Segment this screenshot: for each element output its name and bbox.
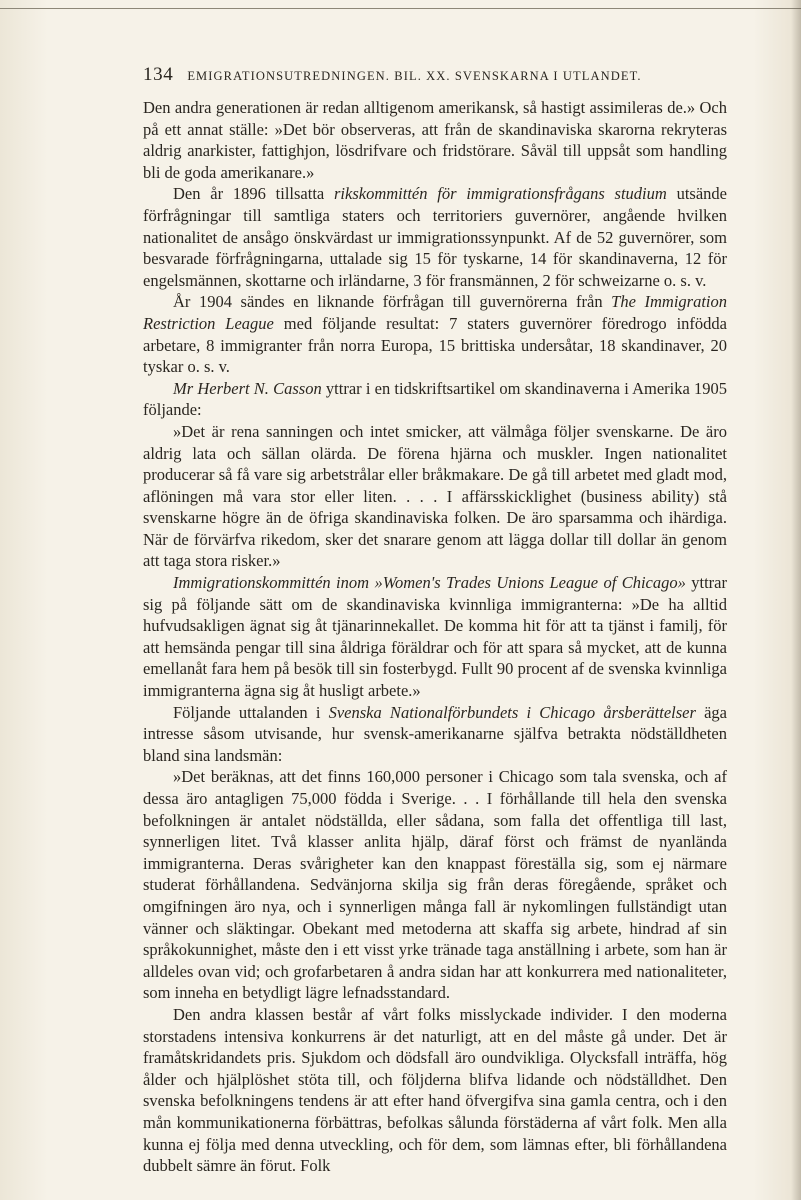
page-top-edge	[0, 0, 801, 9]
body-text	[143, 97, 727, 1177]
running-title: EMIGRATIONSUTREDNINGEN. BIL. XX. SVENSKARNA I UTLANDET.	[187, 69, 642, 83]
page-header	[143, 64, 723, 86]
paragraph	[143, 421, 727, 572]
text-run: med följande resultat: 7 staters guvernörer föredrogo infödda arbetare, 8 immigranter från norra Europa, 15 brittiska undersåtar, 18 skandinaver, 20 tyskar o. s. v.	[143, 313, 727, 377]
italic-run: Mr Herbert N. Casson	[173, 378, 322, 398]
italic-run: The Immigration Restriction League	[143, 292, 727, 333]
paragraph	[143, 291, 727, 377]
text-run: Den andra generationen är redan alltigenom amerikansk, så hastigt assimileras de.» Och på ett annat ställe: »Det bör observeras, att från de skandinaviska skarorna rekryteras aldrig anarkister, fattighjon, lösdrifvare och fridstörare. Såväl till uppsåt som handling bli de goda amerikanare.»	[143, 98, 727, 182]
text-run: utsände förfrågningar till samtliga staters och territoriers guvernörer, angående hvilken nationalitet de ansågo önskvärdast ur immigrationssynpunkt. Af de 52 guvernörer, som besvarade förfrågningarna, uttalade sig 15 för tyskarne, 14 för skandinaverna, 12 för engelsmännen, skottarne och irländarne, 3 för fransmännen, 2 för schweizarne o. s. v.	[143, 184, 727, 290]
italic-run: Immigrationskommittén inom »Women's Trades Unions League of Chicago»	[173, 573, 686, 593]
text-run: Den år 1896 tillsatta	[173, 184, 335, 204]
text-run: yttrar i en tidskriftsartikel om skandinaverna i Amerika 1905 följande:	[143, 378, 727, 420]
text-run: Följande uttalanden i	[173, 702, 329, 722]
text-run: yttrar sig på följande sätt om de skandinaviska kvinnliga immigranterna: »De ha alltid hufvudsakligen ägnat sig åt tjänarinnekallet. De komma hit för att ta tjänst i familj, för att hemsända pengar till sina åldriga föräldrar och för att spara så mycket, att de kunna emellanåt fara hem på besök till sin fosterbygd. Fullt 90 procent af de svenska kvinnliga immigranterna ägna sig åt husligt arbete.»	[143, 573, 727, 701]
paragraph	[143, 766, 727, 1004]
text-run: År 1904 sändes en liknande förfrågan till guvernörerna från	[173, 292, 612, 312]
paragraph	[143, 572, 727, 702]
paragraph	[143, 183, 727, 291]
paragraph	[143, 378, 727, 421]
paragraph	[143, 702, 727, 767]
italic-run: rikskommittén för immigrationsfrågans studium	[334, 184, 667, 204]
text-run: »Det är rena sanningen och intet smicker, att välmåga följer svenskarne. De äro aldrig lata och sällan olärda. De förena hjärna och muskler. Ingen nationalitet producerar så få vare sig arbetstrålar eller bråkmakare. De gå till arbetet med gladt mod, aflöningen må vara stor eller liten. . . . I affärsskicklighet (business ability) stå svenskarne högre än de öfriga skandinaviska folken. De äro sparsamma och ihärdiga. När de förvärfva rikedom, sker det snarare genom att lägga dollar till dollar än genom att taga stora risker.»	[143, 421, 727, 571]
text-run: äga intresse såsom utvisande, hur svensk-amerikanarne själfva betrakta nödställdheten bland sina landsmän:	[143, 702, 727, 765]
text-run: »Det beräknas, att det finns 160,000 personer i Chicago som tala svenska, och af dessa äro antagligen 75,000 födda i Sverige. . . I förhållande till hela den svenska befolkningen är antalet nödställda, eller sådana, som falla det offentliga till last, synnerligen litet. Två klasser anlita hjälp, däraf först och främst de nyanlända immigranterna. Deras svårigheter kan den knappast föreställa sig, som ej närmare studerat förhållandena. Sedvänjorna skilja sig från deras föregående, språket och omgifningen äro nya, och i synnerligen många fall är nykomlingen fullständigt utan vänner och släktingar. Obekant med metoderna att skaffa sig arbete, hindrad af sin språkokunnighet, måste den i ett visst yrke tränade taga anställning i arbete, som han är alldeles ovan vid; och grofarbetaren å andra sidan har att konkurrera med nationaliteter, som inneha en betydligt lägre lefnadsstandard.	[143, 767, 727, 1003]
page-binding-shadow	[791, 0, 801, 1200]
text-run: Den andra klassen består af vårt folks misslyckade individer. I den moderna storstadens intensiva konkurrens är det naturligt, att en del måste gå under. Det är framåtskridandets pris. Sjukdom och dödsfall äro oundvikliga. Olycksfall inträffa, hög ålder och hjälplöshet stöta till, och följderna blifva lidande och nödställdhet. Den svenska befolkningens tendens är att efter hand öfvergifva sina gamla centra, och i den mån kommunikationerna förbättras, befolkas sålunda förstäderna af vårt folk. Men alla kunna ej följa med denna utveckling, och för dem, som lämnas efter, bli förhållandena dubbelt sämre än förut. Folk	[143, 1004, 727, 1176]
paragraph	[143, 1004, 727, 1177]
page-number: 134	[143, 64, 174, 85]
italic-run: Svenska Nationalförbundets i Chicago årsberättelser	[328, 702, 696, 722]
paragraph	[143, 97, 727, 183]
